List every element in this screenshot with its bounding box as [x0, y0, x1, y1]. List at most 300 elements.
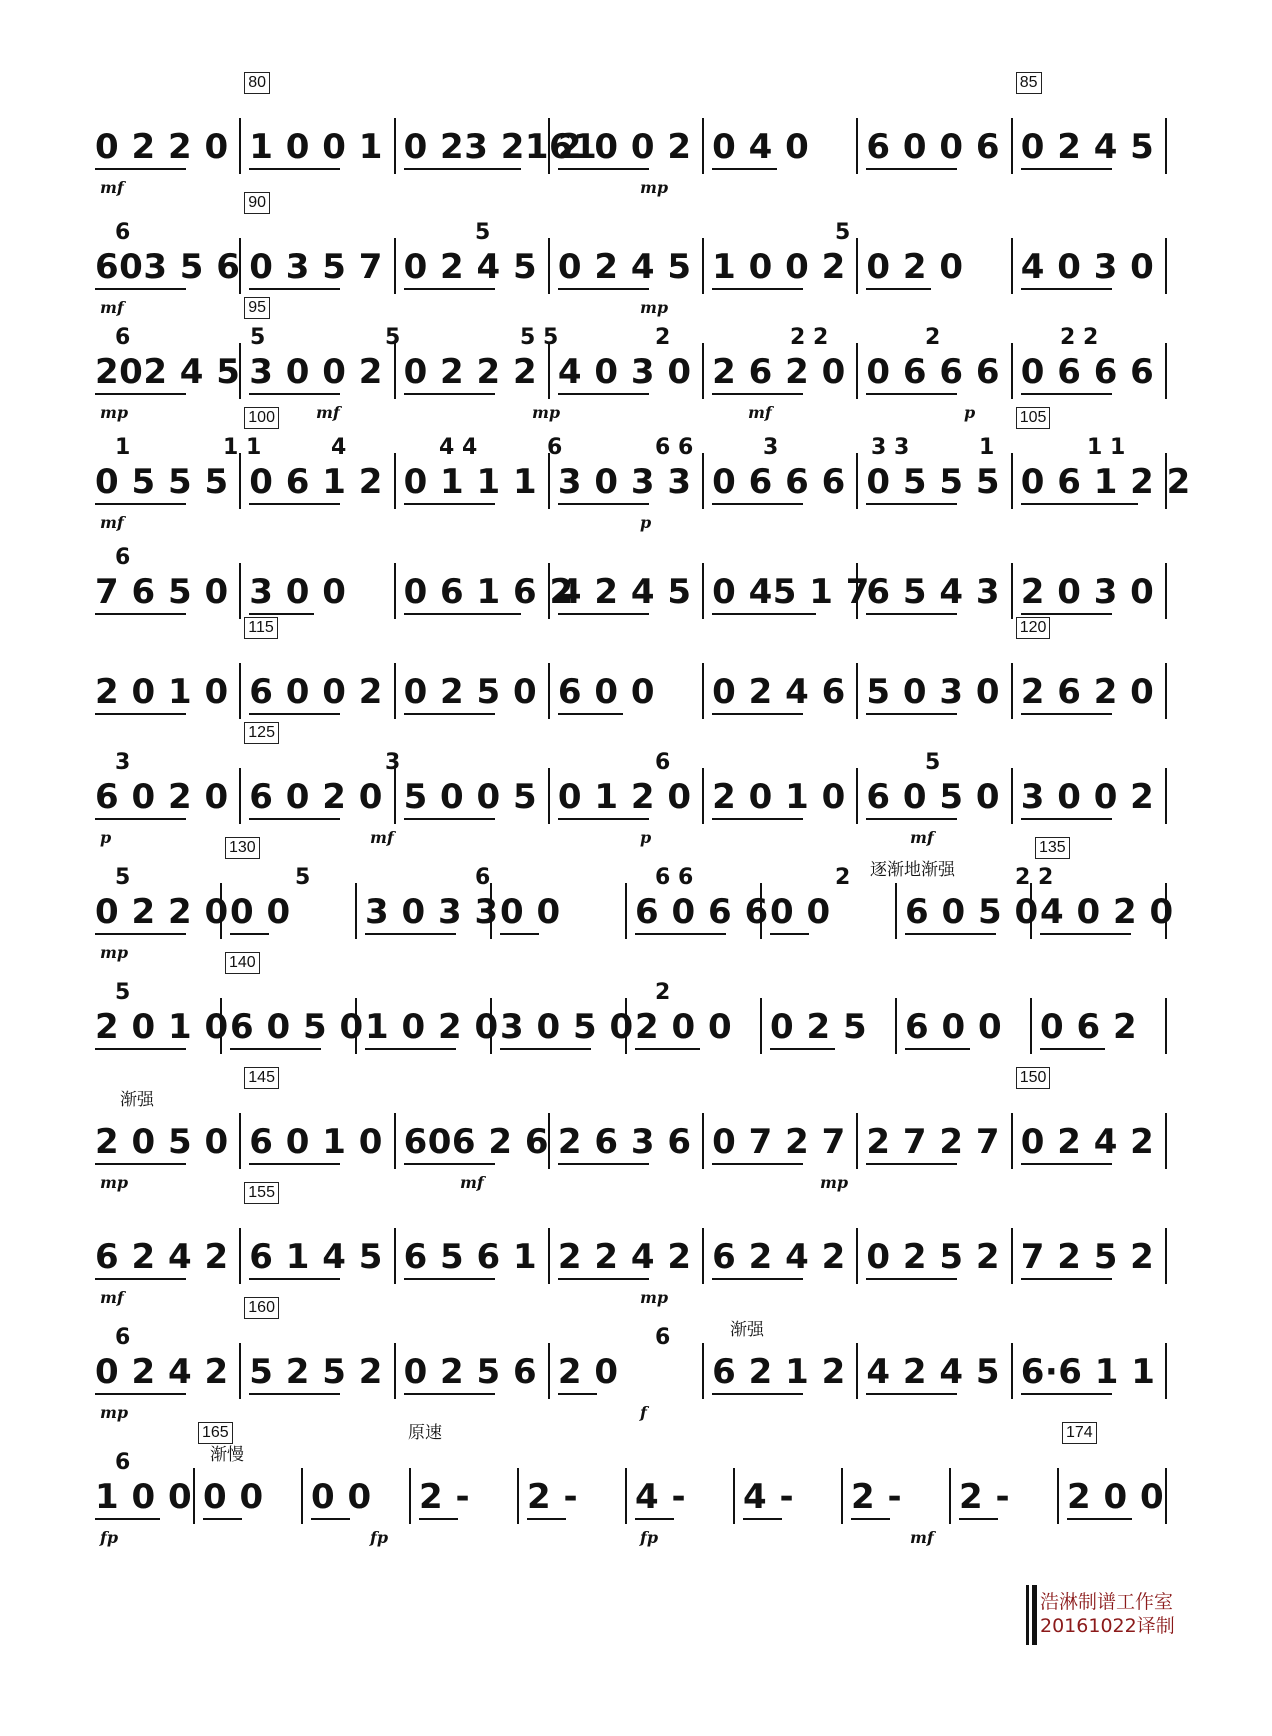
measure-number-box: 100: [244, 407, 279, 429]
barline: [1030, 998, 1032, 1054]
beam-underline: [635, 933, 726, 935]
beam-underline: [249, 503, 340, 505]
beam-underline: [1021, 288, 1112, 290]
barline: [1165, 1113, 1167, 1169]
barline: [394, 118, 396, 174]
beam-underline: [712, 288, 803, 290]
beam-underline: [419, 1518, 458, 1520]
dynamic-marking: p: [640, 513, 652, 532]
barline: [895, 998, 897, 1054]
beam-underline: [404, 393, 495, 395]
beam-underline: [500, 933, 539, 935]
beam-underline: [712, 1163, 803, 1165]
measure-number-box: 85: [1016, 72, 1042, 94]
beam-underline: [95, 288, 186, 290]
measure-number-box: 155: [244, 1182, 279, 1204]
barline: [1165, 998, 1167, 1054]
measure-notes: 6 0 6 6: [635, 892, 769, 932]
measure-notes: 0 2 2 0: [95, 892, 229, 932]
measure-notes: 0 23 2161: [403, 127, 598, 167]
dynamic-marking: mp: [100, 403, 129, 422]
dynamic-marking: mp: [100, 1403, 129, 1422]
beam-underline: [404, 168, 521, 170]
barline: [1011, 1343, 1013, 1399]
score-row: [0, 954, 1272, 1080]
barline: [625, 1468, 627, 1524]
beam-underline: [866, 1393, 957, 1395]
measure-notes: 2 -: [851, 1477, 903, 1517]
barline: [1165, 1228, 1167, 1284]
upper-voice-notes: 1: [115, 435, 131, 460]
measure-notes: 6 0 0: [557, 672, 655, 712]
measure-notes: 6 0 0 2: [249, 672, 383, 712]
beam-underline: [230, 933, 269, 935]
dynamic-marking: p: [640, 828, 652, 847]
barline: [394, 1343, 396, 1399]
dynamic-marking: mp: [100, 943, 129, 962]
beam-underline: [866, 1278, 957, 1280]
barline: [856, 663, 858, 719]
barline: [1165, 118, 1167, 174]
beam-underline: [558, 1393, 597, 1395]
beam-underline: [866, 1163, 957, 1165]
beam-underline: [404, 713, 495, 715]
measure-notes: 3 0 5 0: [500, 1007, 634, 1047]
measure-notes: 0 6 1 2 2: [1020, 462, 1191, 502]
measure-number-box: 174: [1062, 1422, 1097, 1444]
measure-notes: 5 2 5 2: [249, 1352, 383, 1392]
barline: [702, 1343, 704, 1399]
measure-notes: 0 1 1 1: [403, 462, 538, 502]
barline: [702, 238, 704, 294]
barline: [702, 563, 704, 619]
barline: [1165, 768, 1167, 824]
measure-notes: 2 0: [557, 1352, 619, 1392]
barline: [548, 768, 550, 824]
beam-underline: [959, 1518, 998, 1520]
barline: [548, 453, 550, 509]
measure-notes: 606 2 6: [403, 1122, 550, 1162]
upper-voice-notes: 2 2: [1060, 325, 1099, 350]
measure-notes: 0 0: [230, 892, 291, 932]
upper-voice-notes: 3: [385, 750, 401, 775]
dynamic-marking: f: [640, 1403, 647, 1422]
upper-voice-notes: 5: [115, 980, 131, 1005]
beam-underline: [1040, 933, 1131, 935]
measure-notes: 5 0 3 0: [866, 672, 1001, 712]
beam-underline: [866, 288, 931, 290]
measure-notes: 0 1 2 0: [557, 777, 692, 817]
measure-notes: 4 0 3 0: [1020, 247, 1155, 287]
expression-text: 渐强: [120, 1090, 154, 1110]
beam-underline: [851, 1518, 890, 1520]
measure-notes: 0 3 5 7: [249, 247, 383, 287]
measure-notes: 2 0 5 0: [95, 1122, 229, 1162]
barline: [1057, 1468, 1059, 1524]
beam-underline: [404, 1278, 495, 1280]
beam-underline: [558, 393, 649, 395]
beam-underline: [712, 1278, 803, 1280]
measure-notes: 1 0 2 0: [365, 1007, 499, 1047]
beam-underline: [712, 168, 777, 170]
measure-notes: 0 6 6 6: [866, 352, 1001, 392]
measure-notes: 0 6 2: [1040, 1007, 1138, 1047]
beam-underline: [404, 818, 495, 820]
beam-underline: [558, 503, 649, 505]
measure-notes: 4 -: [635, 1477, 687, 1517]
measure-number-box: 90: [244, 192, 270, 214]
barline: [702, 453, 704, 509]
barline: [548, 343, 550, 399]
measure-notes: 0 2 4 2: [95, 1352, 229, 1392]
beam-underline: [527, 1518, 566, 1520]
dynamic-marking: mf: [910, 1528, 934, 1547]
measure-notes: 2 6 2 0: [1020, 672, 1155, 712]
beam-underline: [95, 1048, 186, 1050]
barline: [394, 768, 396, 824]
beam-underline: [249, 1163, 340, 1165]
upper-voice-notes: 4: [331, 435, 347, 460]
upper-voice-notes: 5: [295, 865, 311, 890]
dynamic-marking: mf: [100, 298, 124, 317]
measure-notes: 4 2 4 5: [866, 1352, 1001, 1392]
beam-underline: [866, 168, 957, 170]
dynamic-marking: fp: [370, 1528, 389, 1547]
measure-notes: 4 0 3 0: [557, 352, 692, 392]
barline: [548, 663, 550, 719]
beam-underline: [95, 1163, 186, 1165]
dynamic-marking: mp: [532, 403, 561, 422]
upper-voice-notes: 5: [925, 750, 941, 775]
upper-voice-notes: 6: [655, 750, 671, 775]
upper-voice-notes: 6: [115, 1450, 131, 1475]
measure-notes: 0 6 1 2: [249, 462, 383, 502]
barline: [760, 998, 762, 1054]
barline: [193, 1468, 195, 1524]
barline: [1165, 343, 1167, 399]
measure-number-box: 80: [244, 72, 270, 94]
score-row: [0, 74, 1272, 200]
dynamic-marking: mf: [316, 403, 340, 422]
measure-notes: 2 0 1 0: [712, 777, 846, 817]
upper-voice-notes: 3 3: [871, 435, 910, 460]
beam-underline: [95, 1278, 186, 1280]
beam-underline: [311, 1518, 350, 1520]
barline: [1165, 1468, 1167, 1524]
measure-notes: 0 2 4 5: [403, 247, 538, 287]
beam-underline: [866, 818, 957, 820]
measure-notes: 0 2 5: [770, 1007, 868, 1047]
measure-notes: 2 6 3 6: [557, 1122, 692, 1162]
dynamic-marking: fp: [640, 1528, 659, 1547]
upper-voice-notes: 3: [763, 435, 779, 460]
barline: [301, 1468, 303, 1524]
measure-notes: 4 0 2 0: [1040, 892, 1174, 932]
measure-notes: 3 0 0 2: [1020, 777, 1155, 817]
beam-underline: [770, 1048, 835, 1050]
beam-underline: [1067, 1518, 1132, 1520]
barline: [409, 1468, 411, 1524]
barline: [1011, 1228, 1013, 1284]
score-row: [0, 839, 1272, 965]
measure-notes: 0 45 1 7: [712, 572, 870, 612]
dynamic-marking: mf: [370, 828, 394, 847]
stamp-line-2: 20161022译制: [1040, 1615, 1175, 1637]
measure-notes: 2 -: [959, 1477, 1011, 1517]
beam-underline: [404, 1393, 495, 1395]
upper-voice-notes: 5: [115, 865, 131, 890]
beam-underline: [1021, 503, 1138, 505]
score-row: [0, 1069, 1272, 1195]
barline: [856, 238, 858, 294]
measure-notes: 0 0: [311, 1477, 372, 1517]
upper-voice-notes: 1 1: [1087, 435, 1126, 460]
dynamic-marking: mf: [910, 828, 934, 847]
barline: [239, 1228, 241, 1284]
score-row: [0, 724, 1272, 850]
measure-notes: 2 0 0 2: [557, 127, 692, 167]
measure-notes: 0 2 5 2: [866, 1237, 1001, 1277]
beam-underline: [1021, 1278, 1112, 1280]
measure-notes: 6 0 5 0: [866, 777, 1001, 817]
measure-notes: 6 0 1 0: [249, 1122, 383, 1162]
measure-number-box: 145: [244, 1067, 279, 1089]
beam-underline: [1021, 1393, 1112, 1395]
measure-notes: 1 0 0: [95, 1477, 193, 1517]
beam-underline: [712, 503, 803, 505]
beam-underline: [95, 613, 186, 615]
barline: [1165, 238, 1167, 294]
measure-notes: 0 2 5 0: [403, 672, 538, 712]
barline: [702, 663, 704, 719]
dynamic-marking: mp: [640, 298, 669, 317]
barline: [1011, 663, 1013, 719]
score-row: [0, 194, 1272, 320]
barline: [548, 1228, 550, 1284]
beam-underline: [1021, 818, 1112, 820]
measure-notes: 2 0 0: [635, 1007, 733, 1047]
beam-underline: [95, 713, 186, 715]
barline: [856, 453, 858, 509]
barline: [394, 1113, 396, 1169]
upper-voice-notes: 6: [115, 325, 131, 350]
measure-number-box: 120: [1016, 617, 1051, 639]
beam-underline: [95, 818, 186, 820]
measure-notes: 0 2 4 5: [1020, 127, 1155, 167]
final-barline-thick: [1032, 1585, 1037, 1645]
measure-notes: 0 2 0: [866, 247, 964, 287]
measure-notes: 2 6 2 0: [712, 352, 846, 392]
barline: [1011, 563, 1013, 619]
measure-notes: 1 0 0 1: [249, 127, 383, 167]
barline: [548, 1343, 550, 1399]
upper-voice-notes: 1: [979, 435, 995, 460]
beam-underline: [404, 503, 495, 505]
upper-voice-notes: 2 2: [1015, 865, 1054, 890]
measure-notes: 0 2 4 6: [712, 672, 846, 712]
measure-notes: 6 1 4 5: [249, 1237, 383, 1277]
beam-underline: [500, 1048, 591, 1050]
barline: [239, 663, 241, 719]
barline: [1011, 238, 1013, 294]
beam-underline: [558, 613, 649, 615]
beam-underline: [558, 1163, 649, 1165]
barline: [394, 343, 396, 399]
measure-number-box: 160: [244, 1297, 279, 1319]
upper-voice-notes: 5: [250, 325, 266, 350]
measure-notes: 6 2 4 2: [712, 1237, 846, 1277]
measure-number-box: 105: [1016, 407, 1051, 429]
measure-notes: 3 0 3 3: [365, 892, 499, 932]
beam-underline: [249, 1393, 340, 1395]
upper-voice-notes: 5: [835, 220, 851, 245]
measure-number-box: 130: [225, 837, 260, 859]
measure-notes: 4 2 4 5: [557, 572, 692, 612]
beam-underline: [558, 818, 649, 820]
dynamic-marking: mf: [748, 403, 772, 422]
beam-underline: [95, 393, 186, 395]
beam-underline: [95, 1393, 186, 1395]
beam-underline: [770, 933, 809, 935]
score-row: [0, 1299, 1272, 1425]
measure-notes: 0 5 5 5: [866, 462, 1001, 502]
upper-voice-notes: 6: [115, 1325, 131, 1350]
measure-notes: 2 -: [527, 1477, 579, 1517]
score-row: [0, 619, 1272, 745]
measure-notes: 202 4 5: [95, 352, 241, 392]
beam-underline: [249, 393, 340, 395]
measure-notes: 0 5 5 5: [95, 462, 229, 502]
measure-notes: 3 0 0: [249, 572, 347, 612]
beam-underline: [866, 393, 957, 395]
measure-notes: 0 0: [770, 892, 831, 932]
beam-underline: [558, 713, 623, 715]
upper-voice-notes: 5: [475, 220, 491, 245]
barline: [548, 238, 550, 294]
measure-notes: 6 2 1 2: [712, 1352, 846, 1392]
measure-notes: 0 6 6 6: [712, 462, 846, 502]
upper-voice-notes: 6: [547, 435, 563, 460]
barline: [394, 663, 396, 719]
barline: [1011, 453, 1013, 509]
beam-underline: [905, 1048, 970, 1050]
beam-underline: [1021, 613, 1112, 615]
measure-notes: 6 0 2 0: [95, 777, 229, 817]
measure-number-box: 95: [244, 297, 270, 319]
measure-notes: 0 0: [203, 1477, 264, 1517]
measure-notes: 0 2 4 2: [1020, 1122, 1155, 1162]
measure-notes: 1 0 0 2: [712, 247, 846, 287]
measure-notes: 6 5 6 1: [403, 1237, 538, 1277]
beam-underline: [404, 1163, 495, 1165]
measure-notes: 603 5 6: [95, 247, 241, 287]
beam-underline: [365, 1048, 456, 1050]
beam-underline: [1021, 713, 1112, 715]
measure-notes: 3 0 0 2: [249, 352, 383, 392]
beam-underline: [249, 818, 340, 820]
barline: [394, 453, 396, 509]
barline: [856, 118, 858, 174]
measure-notes: 0 2 2 2: [403, 352, 538, 392]
beam-underline: [558, 1278, 649, 1280]
barline: [239, 118, 241, 174]
beam-underline: [249, 613, 314, 615]
dynamic-marking: mp: [640, 178, 669, 197]
beam-underline: [1021, 1163, 1112, 1165]
upper-voice-notes: 2 2: [790, 325, 829, 350]
upper-voice-notes: 2: [925, 325, 941, 350]
barline: [1165, 1343, 1167, 1399]
measure-notes: 2 0 0: [1067, 1477, 1165, 1517]
dynamic-marking: p: [100, 828, 112, 847]
measure-notes: 0 7 2 7: [712, 1122, 846, 1162]
measure-notes: 0 2 4 5: [557, 247, 692, 287]
measure-notes: 7 6 5 0: [95, 572, 229, 612]
barline: [239, 1113, 241, 1169]
dynamic-marking: fp: [100, 1528, 119, 1547]
upper-voice-notes: 2: [655, 980, 671, 1005]
barline: [355, 883, 357, 939]
measure-notes: 0 2 5 6: [403, 1352, 538, 1392]
barline: [702, 1113, 704, 1169]
beam-underline: [249, 1278, 340, 1280]
measure-number-box: 115: [244, 617, 278, 639]
upper-voice-notes: 1 1: [223, 435, 262, 460]
beam-underline: [905, 933, 996, 935]
barline: [702, 1228, 704, 1284]
dynamic-marking: mf: [100, 513, 124, 532]
barline: [394, 563, 396, 619]
score-row: [0, 1184, 1272, 1310]
upper-voice-notes: 5 5: [520, 325, 559, 350]
measure-notes: 0 6 1 6 2: [403, 572, 574, 612]
barline: [239, 563, 241, 619]
tempo-text: 原速: [408, 1423, 442, 1443]
beam-underline: [866, 713, 957, 715]
beam-underline: [712, 1393, 803, 1395]
expression-text: 渐强: [730, 1320, 764, 1340]
measure-notes: 6 0 5 0: [905, 892, 1039, 932]
measure-number-box: 150: [1016, 1067, 1051, 1089]
measure-notes: 2 0 3 0: [1020, 572, 1155, 612]
dynamic-marking: mf: [100, 1288, 124, 1307]
barline: [856, 1113, 858, 1169]
measure-notes: 3 0 3 3: [557, 462, 692, 502]
barline: [394, 238, 396, 294]
dynamic-marking: mf: [460, 1173, 484, 1192]
barline: [625, 883, 627, 939]
beam-underline: [95, 168, 186, 170]
barline: [1011, 118, 1013, 174]
measure-notes: 6 0 5 0: [230, 1007, 364, 1047]
barline: [239, 768, 241, 824]
beam-underline: [365, 933, 456, 935]
beam-underline: [203, 1518, 242, 1520]
measure-number-box: 140: [225, 952, 260, 974]
measure-notes: 6 2 4 2: [95, 1237, 229, 1277]
measure-number-box: 125: [244, 722, 279, 744]
expression-text: 逐渐地渐强: [870, 860, 955, 880]
measure-notes: 6·6 1 1: [1020, 1352, 1156, 1392]
beam-underline: [712, 713, 803, 715]
barline: [702, 768, 704, 824]
upper-voice-notes: 6 6: [655, 865, 694, 890]
barline: [1165, 563, 1167, 619]
barline: [1011, 1113, 1013, 1169]
studio-stamp: [1040, 1590, 1175, 1638]
upper-voice-notes: 2: [655, 325, 671, 350]
beam-underline: [95, 1518, 160, 1520]
